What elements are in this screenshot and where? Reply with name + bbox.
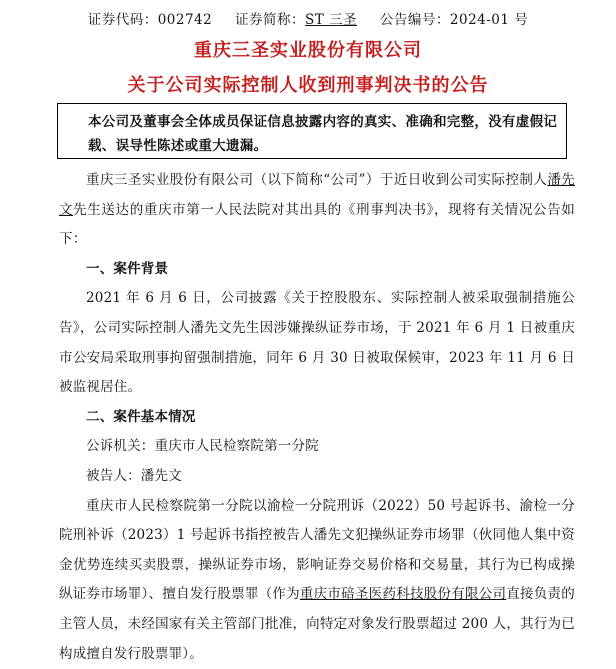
stock-name-value: ST 三圣 [305,12,358,28]
charges-paragraph [59,492,575,669]
announcement-number: 公告编号：2024-01 号 [379,12,529,28]
stock-name [235,12,357,28]
company-name: 重庆三圣实业股份有限公司 [194,40,422,61]
announcement-title: 关于公司实际控制人收到刑事判决书的公告 [127,75,489,96]
disclaimer-box: 本公司及董事会全体成员保证信息披露内容的真实、准确和完整，没有虚假记载、误导性陈述或重大遗漏。 [57,103,567,159]
section-heading-background: 一、案件背景 [86,260,169,277]
intro-text-1: 重庆三圣实业股份有限公司（以下简称“公司”）于近日收到公司实际控制人 [86,172,548,188]
section-heading-case-info: 二、案件基本情况 [86,408,196,425]
background-paragraph: 2021 年 6 月 6 日，公司披露《关于控股股东、实际控制人被采取强制措施公告》，公司实际控制人潘先文先生因涉嫌操纵证券市场，于 2021 年 6 月 1 日被重庆市公安局采取刑事拘留强制措施，同年 6 月 30 日被取保候审，2023 年 11 月 6 日被监视居住。 [59,290,575,396]
person-name: 潘先文 [59,172,576,218]
announcement-meta [0,8,616,28]
charges-text-2: 直接负责的主管人员，未经国家有关主管部门批准，向特定对象发行股票超过 200 人，其行为已构成擅自发行股票罪）。 [59,586,575,662]
intro-text-2: 先生送达的重庆市第一人民法院对其出具的《刑事判决书》，现将有关情况公告如下： [59,201,575,248]
defendant-line: 被告人：潘先文 [86,467,182,484]
announcement-body [59,166,575,669]
charges-text-1: 重庆市人民检察院第一分院以渝检一分院刑诉（2022）50 号起诉书、渝检一分院刑补诉（2023）1 号起诉书指控被告人潘先文犯操纵证券市场罪（伙同他人集中资金优势连续买卖股票，操纵证券市场，影响证券交易价格和交易量，其行为已构成操纵证券市场罪）、擅自发行股票罪（作为 [59,497,575,603]
stock-name-label: 证券简称： [235,12,306,28]
stock-code: 证券代码：002742 [87,12,213,28]
intro-paragraph [59,166,575,255]
prosecutor-line: 公诉机关：重庆市人民检察院第一分院 [86,438,319,455]
linked-company-name: 重庆市碚圣医药科技股份有限公司 [299,586,507,603]
